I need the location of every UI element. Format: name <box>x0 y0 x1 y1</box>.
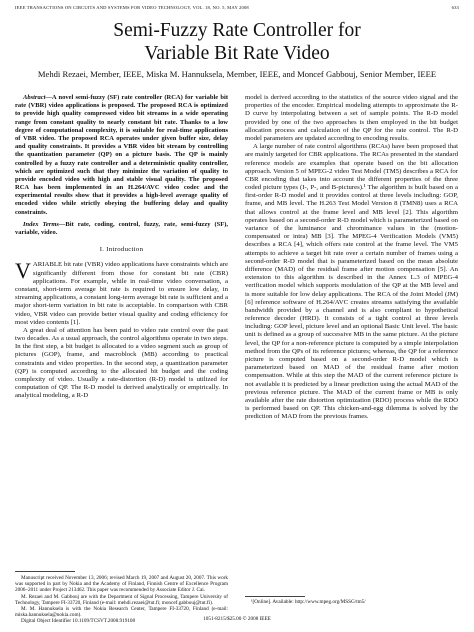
index-terms-label: Index Terms— <box>23 220 66 228</box>
footnote-received: Manuscript received November 13, 2006; revised March 19, 2007 and August 20, 2007. This work was supported in part by Nokia and the Academy of Finland, Finnish Centre of Excellence Program 2006–2011 under Project 213462. This paper was recommended by Associate Editor J. Cai. <box>15 575 228 594</box>
footnote-online: ¹[Online]. Available: http://www.mpeg.org/MSSG/tm5/ <box>251 599 366 605</box>
abstract-label: Abstract— <box>23 94 52 101</box>
author-list: Mehdi Rezaei, Member, IEEE, Miska M. Hannuksela, Member, IEEE, and Moncef Gabbouj, Senior Member, IEEE <box>37 69 437 79</box>
intro-paragraph-2: A great deal of attention has been paid to video rate control over the past two decades. As a usual approach, the control algorithms operate in two steps. In the first step, a bit budget is allocated to a video segment such as group of pictures (GOP), frame, and macroblock (MB) according to practical constraints and video properties. In the second step, a quantization parameter (QP) is computed according to the allocated bit budget and the coding complexity of video. Usually a rate-distortion (R-D) model is utilized for computation of QP. The R-D model is derived analytically or empirically. In analytical modeling, a R-D <box>15 326 228 400</box>
footnote-rule-left <box>15 571 75 572</box>
left-column <box>15 94 228 401</box>
title-line-2: Variable Bit Rate Video <box>144 43 330 64</box>
running-head <box>15 5 459 13</box>
intro-paragraph-1-text: ARIABLE bit rate (VBR) video applications have constraints which are significantly different from those for constant bit rate (CBR) applications. For example, while in real-time video conversation, a constant, short-term average bit rate is required to ensure low delay, in streaming applications, a constant long-term average bit rate is sufficient and a major short-term variation in bit rate is acceptable. In comparison with CBR video, VBR video can provide better visual quality and coding efficiency for most video contents [1]. <box>15 261 228 326</box>
section-heading-introduction: I. Introduction <box>99 246 144 254</box>
right-paragraph-1: model is derived according to the statistics of the source video signal and the properties of the encoder. Empirical modeling attempts to approximate the R-D curve by interpolating between a set of sample points. The R-D model provided by one of the two approaches is then employed in the bit budget allocation process and calculation of the QP for the rate control. The R-D model parameters are updated according to encoding results. <box>245 94 458 142</box>
drop-cap: V <box>15 258 31 284</box>
title-line-1: Semi-Fuzzy Rate Controller for <box>113 20 361 41</box>
paper-title <box>0 19 474 65</box>
footnote-affiliation-2: M. M. Hannuksela is with the Nokia Research Center, Tampere FI-33720, Finland (e-mail: miska.hannuksela@nokia.com). <box>15 606 228 619</box>
footnote-rule-right <box>245 596 305 597</box>
footnote-doi: Digital Object Identifier 10.1109/TCSVT.2008.919108 <box>21 618 136 625</box>
copyright-line: 1051-8215/$25.00 © 2008 IEEE <box>203 616 271 622</box>
right-paragraph-2: A large number of rate control algorithms (RCAs) have been proposed that are mainly targeted for CBR applications. The RCAs presented in the standard reference models are examples that operate based on the bit allocation approach. Version 5 of MPEG-2 video Test Model (TM5) describes a RCA for CBR encoding that takes into account the different properties of the three coded picture types (I-, P-, and B-pictures).¹ The algorithm is built based on a first-order R-D model and it provides control at three levels including: GOP, frame, and MB level. The H.263 Test Model Version 8 (TMN8) uses a RCA that allows control at the frame level and MB level [2]. This algorithm operates based on a second-order R-D model which is parameterized based on variance of the luminance and chrominance values in the (motion-compensated or intra) MB [3]. The MPEG-4 Verification Models (VM5) describes a RCA [4], which offers rate control at the frame level. The VM5 attempts to achieve a target bit rate over a certain number of frames using a second-order R-D model that is parameterized based on the mean absolute difference (MAD) of the residual frame after motion compensation [5]. An extension to this algorithm is described in the Annex L.3 of MPEG-4 verification model which supports modulation of the QP at the MB level and is more suitable for low delay applications. The RCA of the Joint Model (JM) [6] reference software of H.264/AVC creates streams satisfying the available bandwidth provided by a channel and is also compliant to hypothetical reference decoder (HRD). It consists of a tight control at three levels including: GOP level, picture level and an optional Basic Unit level. The basic unit is defined as a group of successive MB in the same picture. At the picture level, the QP for a non-reference picture is computed by a simple interpolation method from the QPs of its reference pictures; whereas, the QP for a reference picture is computed based on a second-order R-D model which is parameterized based on MAD of the residual frame after motion compensation. While at this step the MAD of the current reference picture is not available it is predicted by a linear prediction using the actual MAD of the previous reference picture. The MAD of the current frame or MB is only available after the rate distortion optimization (RDO) process while the RDO is performed based on QP. This chicken-and-egg dilemma is solved by the prediction of MAD from the previous frames. <box>245 143 458 421</box>
right-column <box>245 94 458 422</box>
abstract <box>15 94 228 217</box>
index-terms <box>15 221 228 237</box>
page-number: 633 <box>451 5 459 10</box>
intro-paragraph-1 <box>15 258 228 327</box>
footnote-affiliation-1: M. Rezaei and M. Gabbouj are with the Department of Signal Processing, Tampere University of Technology, Tampere FI-33720, Finland (e-mail: mehdi.rezaei@tut.fi; moncef.gabbouj@tut.fi). <box>15 593 228 606</box>
index-terms-text: Bit rate, coding, control, fuzzy, rate, semi-fuzzy (SF), variable, video. <box>15 220 229 236</box>
running-head-text: IEEE TRANSACTIONS ON CIRCUITS AND SYSTEMS FOR VIDEO TECHNOLOGY, VOL. 18, NO. 5, MAY 2008 <box>15 5 249 10</box>
abstract-text: A novel semi-fuzzy (SF) rate controller (RCA) for variable bit rate (VBR) video applications is proposed. The proposed RCA is optimized to provide high quality compressed video bit streams in a wide operating range from constant quality to nearly constant bit rate. Thanks to a low degree of computational complexity, it is suitable for real-time applications of VBR video. The proposed RCA operates under given buffer size, delay and quality constraints. It provides a VBR video bit stream by controlling the quantization parameter (QP) on a picture basis. The QP is mainly controlled by a fuzzy rate controller and a deterministic quality controller, which are optimized such that they minimize the variation of quality to provide encoded video with high and stable visual quality. The proposed RCA has been implemented in an H.264/AVC video codec and the experimental results show that it provides a high-level average quality of encoded video while strictly obeying the buffering delay and quality constraints. <box>15 94 228 216</box>
